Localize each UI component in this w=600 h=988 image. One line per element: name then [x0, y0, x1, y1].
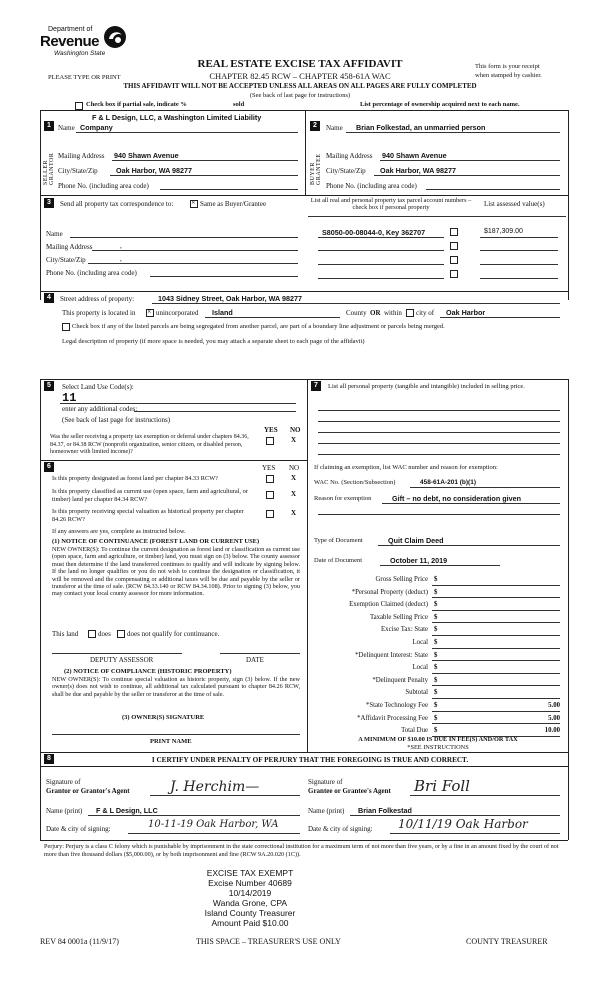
street-label: Street address of property:	[60, 295, 135, 303]
send-correspondence-label: Send all property tax correspondence to:	[60, 200, 174, 208]
assessed-header: List assessed value(s)	[484, 200, 545, 208]
fee-underline	[432, 698, 560, 699]
fee-dollar-sign: $	[434, 613, 438, 621]
legal-description-label: Legal description of property (if more space is needed, you may attach a separate sheet to each page of the affidavit)	[62, 338, 365, 345]
fee-dollar-sign: $	[434, 664, 438, 672]
fee-label: Total Due	[401, 727, 428, 735]
land-does-not-label: does not qualify for continuance.	[127, 630, 220, 638]
grantee-name-print-label: Name (print)	[308, 807, 345, 815]
s5-no-mark: X	[291, 436, 297, 444]
seller-city-label: City/State/Zip	[58, 167, 98, 175]
personal-property-label: List all personal property (tangible and intangible) included in selling price.	[328, 383, 525, 390]
reason-value: Gift – no debt, no consideration given	[392, 494, 521, 503]
s6-q2-yes[interactable]	[266, 491, 274, 499]
stamp-line-2: Excise Number 40689	[208, 878, 292, 888]
fee-dollar-sign: $	[434, 576, 438, 583]
located-in-label: This property is located in	[62, 309, 136, 317]
street-address: 1043 Sidney Street, Oak Harbor, WA 98277	[158, 294, 302, 303]
grantee-date-city: 10/11/19 Oak Harbor	[398, 817, 528, 831]
city-name: Oak Harbor	[446, 308, 486, 317]
section-3-number: 3	[44, 198, 54, 208]
buyer-city: Oak Harbor, WA 98277	[380, 166, 457, 175]
fee-value: 5.00	[548, 714, 560, 722]
grantor-name-print: F & L Design, LLC	[96, 806, 158, 815]
fee-underline	[432, 597, 560, 598]
seller-name-label: Name	[58, 124, 75, 132]
s6-q1-no: X	[291, 474, 297, 482]
reason-label: Reason for exemption	[314, 495, 372, 502]
assessed-value: $187,309.00	[484, 228, 523, 235]
parcel-personal-checkbox-2[interactable]	[450, 242, 458, 250]
s3-name-label: Name	[46, 230, 63, 238]
partial-sale-checkbox[interactable]	[75, 102, 83, 110]
land-does-label: does	[98, 630, 111, 638]
county-name: Island	[212, 308, 233, 317]
buyer-name-label: Name	[326, 124, 343, 132]
exemption-claim-label: If claiming an exemption, list WAC number and reason for exemption:	[314, 464, 498, 471]
form-number: REV 84 0001a (11/9/17)	[40, 937, 119, 946]
grantor-sig-label-2: Grantor or Grantor's Agent	[46, 787, 130, 795]
fee-dollar-sign: $	[434, 601, 438, 609]
fee-label: Taxable Selling Price	[369, 613, 428, 621]
treasurer-stamp	[180, 868, 320, 928]
section-1-number: 1	[44, 121, 54, 131]
s6-yes-header: YES	[262, 464, 276, 472]
s3-phone-label: Phone No. (including area code)	[46, 269, 137, 277]
notice1-text: NEW OWNER(S): To continue the current designation as forest land or classification as current use (open space, farm and agriculture, or timber) land, you must sign on (3) below. The county assessor must then determine if the land transferred continues to qualify and will indicate by signing below. If the land no longer qualifies or you do not wish to continue the designation or classification, it will be removed and the compensating or additional taxes will be due and payable by the seller or transferor at the time of sale. (RCW 84.33.140 or RCW 84.34.108). Prior to signing (3) below, you may contact your local county assessor for more information.	[52, 546, 300, 598]
fee-label: Gross Selling Price	[375, 576, 428, 583]
grantee-sig-label-2: Grantee or Grantee's Agent	[308, 787, 391, 795]
s6-q3-yes[interactable]	[266, 510, 274, 518]
grantor-date-city: 10-11-19 Oak Harbor, WA	[148, 819, 279, 830]
section-6-number: 6	[44, 462, 54, 472]
receipt-note-1: This form is your receipt	[475, 63, 540, 70]
fee-underline	[432, 648, 560, 649]
not-accepted: THIS AFFIDAVIT WILL NOT BE ACCEPTED UNLESS ALL AREAS ON ALL PAGES ARE FULLY COMPLETED	[123, 82, 477, 90]
section-8-number: 8	[44, 754, 54, 764]
fee-dollar-sign: $	[434, 626, 438, 634]
minimum-due-note: A MINIMUM OF $10.00 IS DUE IN FEE(S) AND/OR TAX	[358, 736, 518, 743]
land-use-see-back: (See back of last page for instructions)	[62, 416, 171, 424]
fee-underline	[432, 660, 560, 661]
unincorporated-checkbox[interactable]	[146, 309, 154, 317]
fee-label: *Delinquent Interest: State	[355, 651, 428, 659]
seller-side-label: SELLER GRANTOR	[43, 152, 55, 185]
deputy-assessor-label: DEPUTY ASSESSOR	[90, 656, 154, 664]
fee-underline	[432, 635, 560, 636]
buyer-name: Brian Folkestad, an unmarried person	[356, 123, 486, 132]
fee-label: Excise Tax: State	[381, 626, 428, 634]
parcel-number: S8050-00-08044-0, Key 362707	[322, 228, 426, 237]
logo-dept: Department of	[48, 26, 93, 33]
seller-phone-label: Phone No. (including area code)	[58, 182, 149, 190]
notice2-text: NEW OWNER(S): To continue special valuation as historic property, sign (3) below. If the new owner(s) does not wish to continue, all additional tax calculated pursuant to chapter 84.26 RCW, shall be due and payable by the seller or transferor at the time of sale.	[52, 676, 300, 698]
doc-type-value: Quit Claim Deed	[388, 536, 444, 545]
seller-city: Oak Harbor, WA 98277	[116, 166, 193, 175]
revenue-swirl-icon	[102, 24, 128, 50]
buyer-side-label: BUYER GRANTEE	[310, 153, 322, 185]
s3-mailing-val: ,	[120, 242, 122, 250]
or-label: OR	[370, 309, 381, 317]
s3-city-val: ,	[120, 255, 122, 263]
additional-codes-label: enter any additional codes:	[62, 405, 138, 413]
s6-q2-no: X	[291, 490, 297, 498]
fee-dollar-sign: $	[434, 702, 438, 709]
fee-dollar-sign: $	[434, 676, 438, 684]
parcel-personal-checkbox-3[interactable]	[450, 256, 458, 264]
grantee-date-city-label: Date & city of signing:	[308, 825, 373, 833]
section-2-number: 2	[310, 121, 320, 131]
form-title: REAL ESTATE EXCISE TAX AFFIDAVIT	[197, 58, 403, 70]
same-as-buyer-label: Same as Buyer/Grantee	[200, 200, 267, 208]
s5-yes-header: YES	[264, 426, 278, 434]
print-name-label: PRINT NAME	[150, 738, 192, 745]
s6-no-header: NO	[289, 464, 300, 472]
wac-label: WAC No. (Section/Subsection)	[314, 479, 396, 486]
s3-city-label: City/State/Zip	[46, 256, 86, 264]
land-use-code: 11	[62, 391, 77, 405]
fee-value: 5.00	[548, 702, 560, 709]
certify-statement: I CERTIFY UNDER PENALTY OF PERJURY THAT THE FOREGOING IS TRUE AND CORRECT.	[151, 756, 469, 764]
grantor-date-city-label: Date & city of signing:	[46, 825, 111, 833]
if-yes-note: If any answers are yes, complete as instructed below.	[52, 528, 186, 535]
logo-state: Washington State	[54, 50, 106, 57]
s6-q2: Is this property classified as current use (open space, farm and agricultural, or timber) land per chapter 84.34 RCW?	[52, 488, 248, 503]
parcel-personal-checkbox-4[interactable]	[450, 270, 458, 278]
assessor-date-label: DATE	[246, 656, 264, 664]
fee-underline	[432, 610, 560, 611]
grantee-signature: Bri Foll	[414, 777, 470, 795]
buyer-mailing: 940 Shawn Avenue	[382, 151, 447, 160]
fee-underline	[432, 585, 560, 586]
grantee-sig-label-1: Signature of	[308, 778, 343, 786]
fee-underline	[432, 622, 560, 623]
fee-value: 10.00	[544, 727, 560, 735]
same-as-buyer-checkbox[interactable]	[190, 200, 198, 208]
grantor-name-print-label: Name (print)	[46, 807, 83, 815]
county-treasurer-label: COUNTY TREASURER	[466, 937, 548, 946]
seller-mailing: 940 Shawn Avenue	[114, 151, 179, 160]
revenue-logo	[40, 24, 135, 60]
stamp-line-3: 10/14/2019	[228, 888, 272, 898]
stamp-line-6: Amount Paid $10.00	[211, 918, 289, 928]
buyer-mailing-label: Mailing Address	[326, 152, 373, 160]
fee-underline	[432, 673, 560, 674]
perjury-notice: Perjury: Perjury is a class C felony which is punishable by imprisonment in the state correctional institution for a maximum term of not more than five years, or by a fine in an amount fixed by the court of not more than five thousand dollars ($5,000.00), or by both imprisonment and fine (RCW 9A.20.020 (1C)).	[44, 843, 559, 858]
fee-label: Local	[412, 639, 428, 646]
grantor-sig-label-1: Signature of	[46, 778, 81, 786]
grantor-signature: J. Herchim—	[170, 779, 260, 795]
fee-label: Local	[412, 664, 428, 672]
land-does-checkbox[interactable]	[88, 630, 96, 638]
fee-dollar-sign: $	[434, 727, 438, 735]
section-7-number: 7	[311, 381, 321, 391]
s6-q1-yes[interactable]	[266, 475, 274, 483]
doc-date-label: Date of Document	[314, 557, 363, 564]
fee-dollar-sign: $	[434, 714, 438, 722]
receipt-note-2: when stamped by cashier.	[475, 72, 542, 79]
fee-underline	[432, 711, 560, 712]
wac-value: 458-61A-201 (b)(1)	[420, 479, 476, 486]
fee-label: *Delinquent Penalty	[372, 676, 428, 684]
segregated-label: Check box if any of the listed parcels are being segregated from another parcel, are part of a boundary line adjustment or parcels being merged.	[72, 323, 445, 330]
grantee-name-print: Brian Folkestad	[358, 806, 412, 815]
please-type: PLEASE TYPE OR PRINT	[48, 74, 121, 81]
s6-q3: Is this property receiving special valuation as historical property per chapter 84.26 RCW?	[52, 508, 244, 523]
form-chapter: CHAPTER 82.45 RCW – CHAPTER 458-61A WAC	[209, 71, 391, 81]
s3-mailing-label: Mailing Address	[46, 243, 93, 251]
city-checkbox[interactable]	[406, 309, 414, 317]
fee-label: Exemption Claimed (deduct)	[349, 601, 428, 609]
exemption-question: Was the seller receiving a property tax exemption or deferral under chapters 84.36, 84.37, or 84.38 RCW (nonprofit organization, senior citizen, or disabled person, homeowner with limited income)?	[50, 434, 249, 455]
fee-label: *State Technology Fee	[365, 702, 428, 709]
seller-mailing-label: Mailing Address	[58, 152, 105, 160]
doc-date-value: October 11, 2019	[390, 556, 448, 565]
treasurer-space-label: THIS SPACE – TREASURER'S USE ONLY	[196, 937, 341, 946]
notice2-title: (2) NOTICE OF COMPLIANCE (HISTORIC PROPERTY)	[64, 668, 232, 675]
fee-dollar-sign: $	[434, 689, 438, 697]
seller-name-line1: F & L Design, LLC, a Washington Limited Liability	[92, 113, 262, 122]
fee-dollar-sign: $	[434, 651, 438, 659]
segregated-checkbox[interactable]	[62, 323, 70, 331]
fee-label: *Personal Property (deduct)	[351, 588, 428, 596]
unincorporated-label: unincorporated	[156, 309, 199, 317]
land-use-label: Select Land Use Code(s):	[62, 383, 134, 391]
buyer-city-label: City/State/Zip	[326, 167, 366, 175]
stamp-line-5: Island County Treasurer	[204, 908, 296, 918]
land-does-not-checkbox[interactable]	[117, 630, 125, 638]
this-land-label: This land	[52, 630, 79, 638]
section-4-number: 4	[44, 293, 54, 303]
ownership-note: List percentage of ownership acquired next to each name.	[360, 101, 520, 108]
seller-name-line2: Company	[80, 123, 113, 132]
fee-dollar-sign: $	[434, 639, 438, 646]
stamp-line-4: Wanda Grone, CPA	[212, 898, 288, 908]
section-5-number: 5	[44, 381, 54, 391]
s5-yes-checkbox[interactable]	[266, 437, 274, 445]
partial-sale-label: Check box if partial sale, indicate %	[86, 101, 187, 108]
s5-no-header: NO	[290, 426, 301, 434]
stamp-line-1: EXCISE TAX EXEMPT	[206, 868, 294, 878]
fee-dollar-sign: $	[434, 588, 438, 596]
doc-type-label: Type of Document	[314, 537, 363, 544]
parcel-personal-checkbox-1[interactable]	[450, 228, 458, 236]
see-instructions-note: *SEE INSTRUCTIONS	[407, 744, 469, 751]
s6-q3-no: X	[291, 509, 297, 517]
see-back: (See back of last page for instructions)	[249, 92, 351, 99]
fee-label: *Affidavit Processing Fee	[357, 714, 428, 722]
owner-signature-label: (3) OWNER(S) SIGNATURE	[122, 714, 205, 721]
fee-underline	[432, 685, 560, 686]
county-label: County	[346, 309, 367, 317]
logo-revenue: Revenue	[40, 33, 100, 50]
fee-label: Subtotal	[405, 689, 428, 697]
sold-label: sold	[233, 101, 245, 108]
fee-underline	[432, 723, 560, 724]
parcel-header: List all real and personal property tax parcel account numbers – check box if personal property	[310, 197, 472, 211]
within-label: within	[384, 309, 402, 317]
s6-q1: Is this property designated as forest land per chapter 84.33 RCW?	[52, 475, 218, 482]
notice1-title: (1) NOTICE OF CONTINUANCE (FOREST LAND OR CURRENT USE)	[52, 538, 260, 545]
buyer-phone-label: Phone No. (including area code)	[326, 182, 417, 190]
city-of-label: city of	[416, 309, 435, 317]
